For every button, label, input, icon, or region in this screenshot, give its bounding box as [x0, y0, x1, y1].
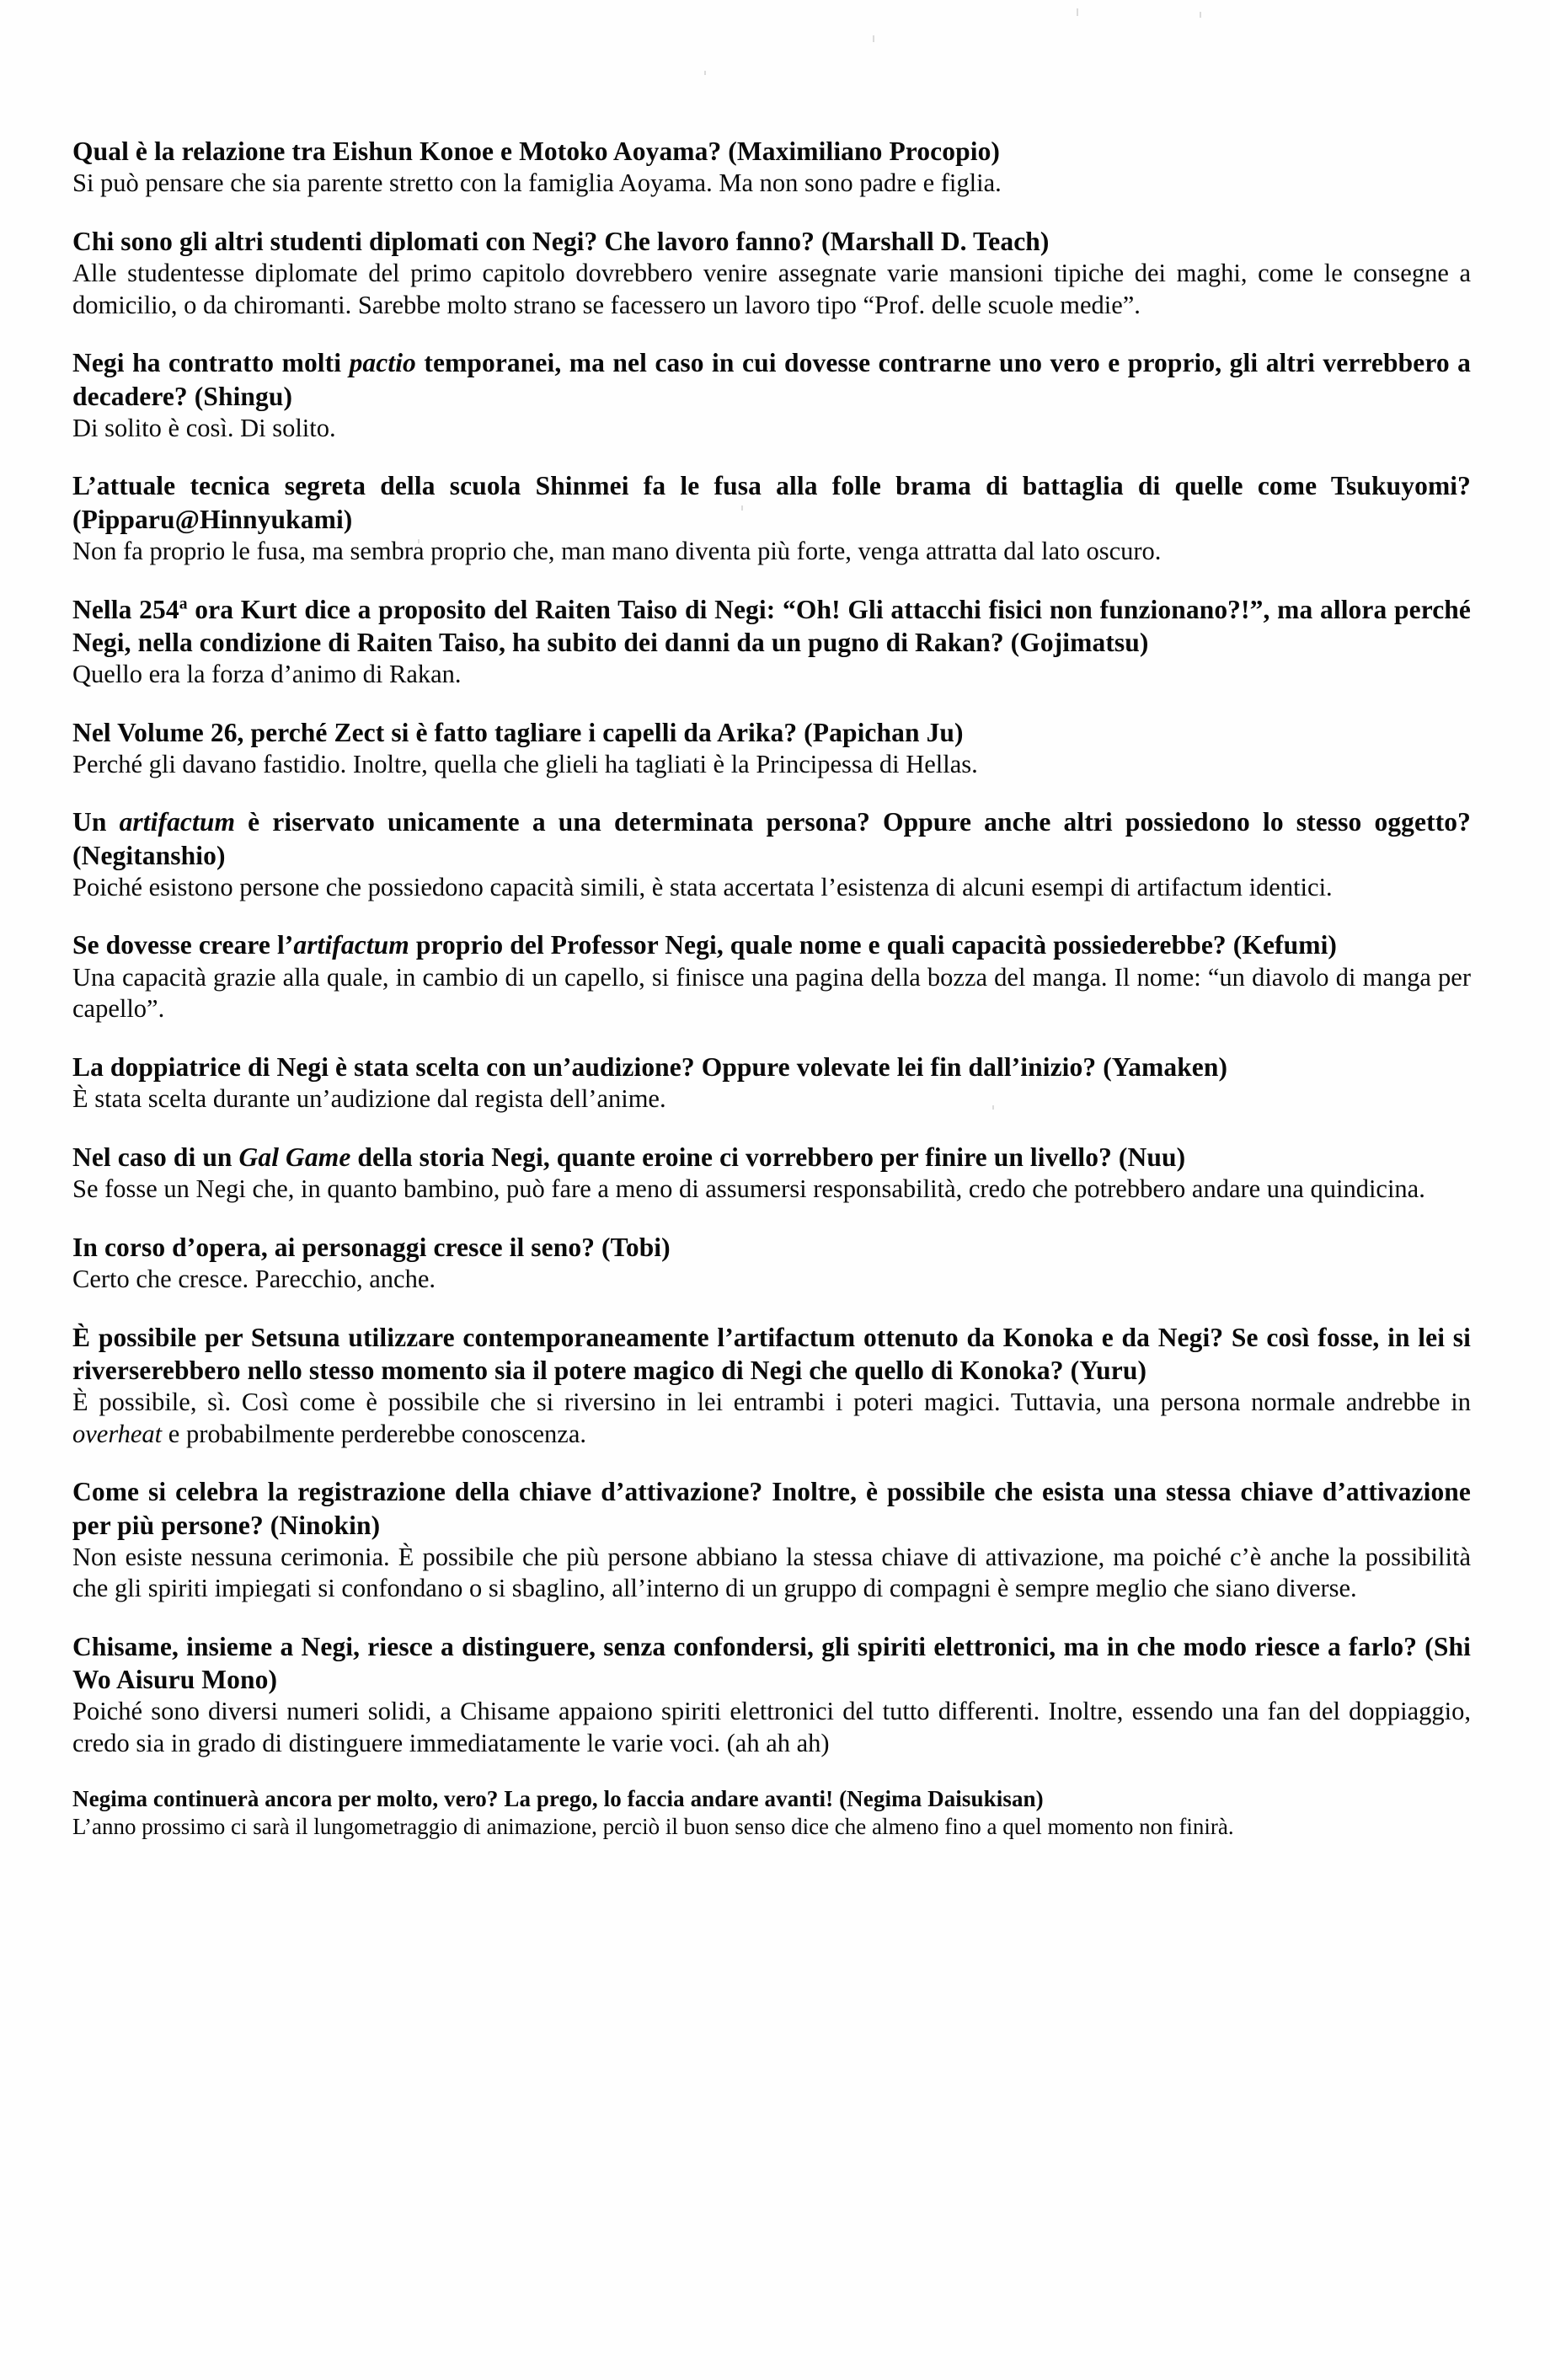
question-text: L’attuale tecnica segreta della scuola Shinmei fa le fusa alla folle brama di battaglia di quelle come Tsukuyomi? (Pipparu@Hinnyukami)	[72, 471, 1471, 534]
answer-text: Di solito è così. Di solito.	[72, 413, 336, 442]
question-text: Come si celebra la registrazione della chiave d’attivazione? Inoltre, è possibile che esista una stessa chiave d’attivazione per più persone? (Ninokin)	[72, 1477, 1471, 1540]
question-part: Se dovesse creare l’	[72, 930, 294, 960]
question-part: temporanei, ma nel caso in cui dovesse contrarne uno vero e proprio, gli altri verrebbero a decadere? (Shingu)	[72, 348, 1471, 411]
question-text: Nel Volume 26, perché Zect si è fatto tagliare i capelli da Arika? (Papichan Ju)	[72, 717, 964, 747]
term-overheat: overheat	[72, 1419, 163, 1448]
answer-text: È stata scelta durante un’audizione dal regista dell’anime.	[72, 1084, 666, 1114]
scan-artifact	[704, 71, 706, 75]
term-pactio: pactio	[349, 348, 416, 378]
scan-artifact	[1077, 8, 1078, 16]
question-text: È possibile per Setsuna utilizzare contemporaneamente l’artifactum ottenuto da Konoka e da Negi? Se così fosse, in lei si riverserebbero nello stesso momento sia il potere magico di Negi che quello di Konoka? (Yuru)	[72, 1322, 1471, 1385]
question-text	[72, 928, 1471, 961]
answer-text: Si può pensare che sia parente stretto con la famiglia Aoyama. Ma non sono padre e figlia.	[72, 168, 1002, 198]
question-part: della storia Negi, quante eroine ci vorrebbero per finire un livello? (Nuu)	[350, 1142, 1186, 1172]
question-part: Un	[72, 807, 120, 837]
question-text: In corso d’opera, ai personaggi cresce il seno? (Tobi)	[72, 1232, 671, 1262]
qa-item	[72, 593, 1471, 691]
answer-part: e probabilmente perderebbe conoscenza.	[162, 1419, 587, 1448]
question-part: ora Kurt dice a proposito del Raiten Taiso di Negi: “Oh! Gli attacchi fisici non funzionano?!”, ma allora perché Negi, nella condizione di Raiten Taiso, ha subito dei danni da un pugno di Rakan? (Gojimatsu)	[72, 594, 1472, 657]
answer-text: Poiché esistono persone che possiedono capacità simili, è stata accertata l’esistenza di alcuni esempi di artifactum identici.	[72, 872, 1333, 901]
question-part: proprio del Professor Negi, quale nome e quali capacità possiederebbe? (Kefumi)	[409, 930, 1338, 960]
scan-artifact	[1200, 12, 1201, 18]
answer-text: Alle studentesse diplomate del primo capitolo dovrebbero venire assegnate varie mansioni tipiche dei maghi, come le consegne a domicilio, o da chiromanti. Sarebbe molto strano se facessero un lavoro tipo “Prof. delle scuole medie”.	[72, 259, 1471, 319]
qa-item	[72, 928, 1471, 1025]
question-text: Chisame, insieme a Negi, riesce a distinguere, senza confondersi, gli spiriti elettronici, ma in che modo riesce a farlo? (Shi Wo Aisuru Mono)	[72, 1632, 1471, 1695]
qa-item	[72, 1321, 1471, 1451]
qa-item	[72, 135, 1471, 200]
scan-artifact	[873, 35, 874, 42]
question-text	[72, 593, 1471, 659]
qa-item	[72, 805, 1471, 903]
qa-list	[72, 135, 1471, 1867]
qa-item	[72, 1785, 1471, 1842]
answer-text: Certo che cresce. Parecchio, anche.	[72, 1264, 436, 1293]
question-text	[72, 346, 1471, 412]
question-text: La doppiatrice di Negi è stata scelta con un’audizione? Oppure volevate lei fin dall’inizio? (Yamaken)	[72, 1052, 1228, 1082]
qa-item	[72, 1231, 1471, 1296]
question-text: Qual è la relazione tra Eishun Konoe e Motoko Aoyama? (Maximiliano Procopio)	[72, 136, 1001, 166]
question-part: è riservato unicamente a una determinata persona? Oppure anche altri possiedono lo stesso oggetto? (Negitanshio)	[72, 807, 1471, 870]
answer-text: L’anno prossimo ci sarà il lungometraggio di animazione, perciò il buon senso dice che almeno fino a quel momento non finirà.	[72, 1814, 1234, 1840]
answer-text: Quello era la forza d’animo di Rakan.	[72, 659, 462, 688]
answer-part: È possibile, sì. Così come è possibile che si riversino in lei entrambi i poteri magici. Tuttavia, una persona normale andrebbe in	[72, 1387, 1471, 1416]
qa-item	[72, 346, 1471, 444]
term-artifactum: artifactum	[293, 930, 409, 960]
answer-text: Una capacità grazie alla quale, in cambio di un capello, si finisce una pagina della bozza del manga. Il nome: “un diavolo di manga per capello”.	[72, 962, 1471, 1024]
answer-text: Perché gli davano fastidio. Inoltre, quella che glieli ha tagliati è la Principessa di Hellas.	[72, 749, 978, 778]
answer-text	[72, 1387, 1471, 1450]
qa-item	[72, 1630, 1471, 1760]
question-text: Chi sono gli altri studenti diplomati con Negi? Che lavoro fanno? (Marshall D. Teach)	[72, 226, 1050, 256]
answer-text: Se fosse un Negi che, in quanto bambino, può fare a meno di assumersi responsabilità, credo che potrebbero andare una quindicina.	[72, 1174, 1425, 1204]
answer-text: Non fa proprio le fusa, ma sembra proprio che, man mano diventa più forte, venga attratta dal lato oscuro.	[72, 536, 1162, 565]
qa-item	[72, 1475, 1471, 1605]
question-text: Negima continuerà ancora per molto, vero? La prego, lo faccia andare avanti! (Negima Daisukisan)	[72, 1785, 1044, 1811]
qa-item	[72, 225, 1471, 322]
term-gal-game: Gal Game	[238, 1142, 351, 1172]
answer-text: Non esiste nessuna cerimonia. È possibile che più persone abbiano la stessa chiave di attivazione, ma poiché c’è anche la possibilità che gli spiriti impiegati si confondano o si sbaglino, all’interno di un gruppo di compagni è sempre meglio che siano diverse.	[72, 1542, 1471, 1603]
qa-item	[72, 716, 1471, 781]
ordinal-suffix: a	[179, 595, 188, 612]
question-text	[72, 805, 1471, 871]
qa-item	[72, 1051, 1471, 1115]
answer-text: Poiché sono diversi numeri solidi, a Chisame appaiono spiriti elettronici del tutto differenti. Inoltre, essendo una fan del doppiaggio, credo sia in grado di distinguere immediatamente le varie voci. (ah ah ah)	[72, 1697, 1471, 1758]
question-text	[72, 1141, 1471, 1174]
term-artifactum: artifactum	[119, 807, 236, 837]
question-part: Nella 254	[72, 594, 179, 624]
question-part: Nel caso di un	[72, 1142, 239, 1172]
qa-item	[72, 1141, 1471, 1206]
qa-item	[72, 469, 1471, 567]
question-part: Negi ha contratto molti	[72, 348, 350, 378]
